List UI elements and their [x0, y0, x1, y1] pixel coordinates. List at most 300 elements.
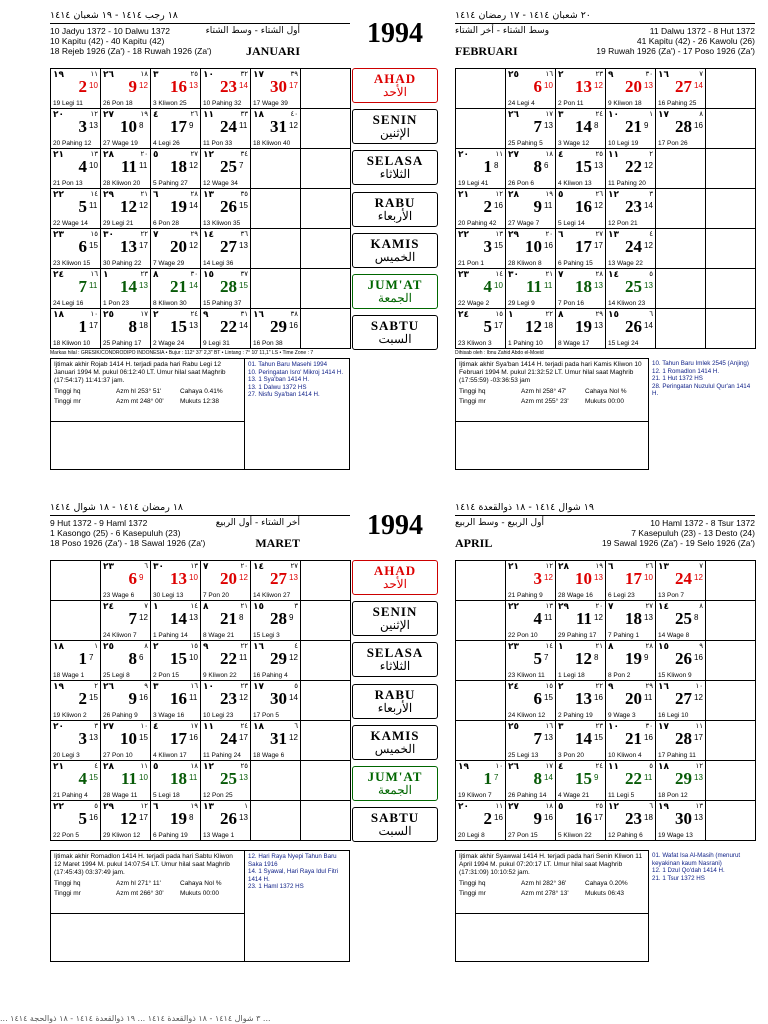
hour-mark: 12 — [139, 613, 148, 622]
holiday-notes — [245, 358, 350, 470]
day-cell — [251, 641, 301, 681]
pasaran-label: 21 Pahing 9 — [508, 592, 543, 599]
hour-mark: 8 — [239, 613, 244, 622]
hour-mark: 16 — [694, 121, 703, 130]
javanese-day: ٢٥ — [190, 70, 198, 78]
day-cell — [51, 109, 101, 149]
gregorian-day: 6 — [78, 237, 87, 256]
month-name: MARET — [255, 536, 300, 550]
pasaran-label: 16 Pon 38 — [253, 340, 283, 347]
weekday-badge-jumat — [352, 766, 438, 801]
javanese-day: ٢٨ — [645, 642, 653, 650]
pasaran-label: 2 Pahing 19 — [558, 712, 593, 719]
javanese-day: ٦ — [649, 310, 653, 318]
hour-mark: 11 — [189, 693, 198, 702]
weekday-badge-ahad — [352, 68, 438, 103]
day-cell — [201, 149, 251, 189]
gregorian-day: 15 — [575, 769, 592, 788]
hijri-day: ١٧ — [658, 110, 669, 120]
javanese-line: 9 Hut 1372 - 9 Haml 1372 — [50, 518, 148, 528]
hijri-day: ٢ — [558, 682, 564, 692]
gregorian-day: 28 — [675, 729, 692, 748]
javanese-day: ١٧ — [190, 722, 198, 730]
day-cell — [201, 561, 251, 601]
pasaran-label: 7 Wage 29 — [153, 260, 185, 267]
hijri-day: ٣ — [558, 110, 564, 120]
pasaran-label: 3 Wage 12 — [558, 140, 590, 147]
hijri-day: ١١ — [203, 722, 214, 732]
divider — [51, 913, 244, 914]
hijri-day: ٢٣ — [103, 562, 114, 572]
day-cell — [656, 721, 706, 761]
pasaran-label: 16 Legi 10 — [658, 712, 689, 719]
hour-mark: 7 — [239, 161, 244, 170]
pasaran-label: 25 Pahing 17 — [103, 340, 142, 347]
pasaran-label: 29 Legi 21 — [103, 220, 134, 227]
hour-mark: 13 — [644, 613, 653, 622]
gregorian-day: 22 — [625, 157, 642, 176]
javanese-day: ٣٢ — [240, 70, 248, 78]
hour-mark: 13 — [89, 733, 98, 742]
javanese-day: ٢٧ — [290, 562, 298, 570]
gregorian-day: 11 — [120, 769, 137, 788]
javanese-day: ٢١ — [240, 602, 248, 610]
javanese-day: ٢١ — [595, 642, 603, 650]
gregorian-day: 24 — [220, 729, 237, 748]
hijri-day: ٢٩ — [558, 602, 569, 612]
pasaran-label: 8 Kliwon 30 — [153, 300, 187, 307]
day-cell — [151, 561, 201, 601]
hijri-day: ٣ — [153, 682, 159, 692]
hour-mark: 7 — [494, 773, 499, 782]
hour-mark: 11 — [644, 773, 653, 782]
hijri-day: ٢١ — [53, 150, 64, 160]
hour-mark: 10 — [544, 81, 553, 90]
weekday-latin: SABTU — [370, 318, 420, 334]
pasaran-label: 19 Wage 13 — [658, 832, 693, 839]
month-name: FEBRUARI — [455, 44, 518, 58]
empty-cell — [706, 69, 756, 109]
obs-extra: Mukuts 00:00 — [585, 398, 625, 405]
hijri-day: ١٥ — [203, 270, 214, 280]
javanese-day: ١٠ — [140, 722, 148, 730]
day-cell — [51, 681, 101, 721]
hijri-range: ٢٠ شعبان ١٤١٤ - ١٧ رمضان ١٤١٤ — [455, 10, 591, 21]
hour-mark: 14 — [544, 773, 553, 782]
hour-mark: 13 — [189, 81, 198, 90]
gregorian-day: 9 — [533, 809, 542, 828]
hour-mark: 13 — [139, 281, 148, 290]
day-cell — [151, 721, 201, 761]
gregorian-day: 14 — [575, 729, 592, 748]
gregorian-day: 5 — [533, 649, 542, 668]
pasaran-label: 22 Wage 14 — [53, 220, 88, 227]
hijri-day: ٩ — [608, 682, 614, 692]
ijtima-box — [455, 850, 649, 962]
javanese-day: ١٧ — [140, 310, 148, 318]
gregorian-day: 7 — [128, 609, 137, 628]
pasaran-label: 6 Pahing 15 — [558, 260, 593, 267]
javanese-day: ١٩ — [190, 802, 198, 810]
pasaran-label: 27 Wage 19 — [103, 140, 138, 147]
holiday-notes — [245, 850, 350, 962]
obs-label: Tinggi hq — [54, 388, 81, 395]
year-title: 1994 — [367, 18, 423, 49]
javanese-day: ١١ — [495, 150, 503, 158]
hour-mark: 15 — [89, 773, 98, 782]
gregorian-day: 16 — [170, 689, 187, 708]
javanese-day: ٣ — [94, 722, 98, 730]
hour-mark: 9 — [189, 121, 194, 130]
javanese-day: ٨ — [699, 110, 703, 118]
gregorian-day: 13 — [120, 237, 137, 256]
hijri-day: ٢٢ — [53, 190, 64, 200]
season-arabic: أول الربيع - وسط الربيع — [455, 518, 544, 528]
gregorian-day: 1 — [78, 649, 87, 668]
pasaran-label: 16 Pahing 4 — [253, 672, 288, 679]
javanese-day: ١٩ — [545, 190, 553, 198]
hour-mark: 14 — [644, 321, 653, 330]
javanese-day: ٢٦ — [190, 110, 198, 118]
pasaran-label: 7 Pon 20 — [203, 592, 230, 599]
gregorian-day: 26 — [625, 317, 642, 336]
day-cell — [51, 309, 101, 349]
hour-mark: 17 — [239, 733, 248, 742]
pasaran-label: 27 Pon 15 — [508, 832, 538, 839]
javanese-line: 18 Rejeb 1926 (Za') - 18 Ruwah 1926 (Za') — [50, 46, 212, 56]
pasaran-label: 24 Kliwon 7 — [103, 632, 137, 639]
hour-mark: 13 — [694, 813, 703, 822]
hijri-day: ١١ — [203, 110, 214, 120]
pasaran-label: 25 Legi 13 — [508, 752, 539, 759]
gregorian-day: 14 — [170, 609, 187, 628]
pasaran-label: 10 Pahing 32 — [203, 100, 242, 107]
ijtima-box — [50, 850, 245, 962]
empty-cell — [301, 561, 351, 601]
sheet-mar-apr — [0, 502, 768, 992]
day-cell — [506, 561, 556, 601]
javanese-day: ٢٧ — [595, 230, 603, 238]
hijri-day: ٩ — [203, 310, 209, 320]
day-cell — [201, 601, 251, 641]
hijri-day: ١ — [508, 310, 514, 320]
pasaran-label: 18 Kliwon 10 — [53, 340, 91, 347]
gregorian-day: 29 — [270, 649, 287, 668]
empty-cell — [706, 309, 756, 349]
hijri-day: ١٧ — [253, 682, 264, 692]
weekday-latin: SABTU — [370, 810, 420, 826]
day-cell — [506, 149, 556, 189]
day-cell — [151, 601, 201, 641]
day-cell — [101, 641, 151, 681]
pasaran-label: 22 Pon 10 — [508, 632, 538, 639]
hijri-day: ٢٧ — [508, 802, 519, 812]
gregorian-day: 3 — [533, 569, 542, 588]
hijri-day: ١١ — [608, 150, 619, 160]
holiday-note: 21. 1 Hut 1372 HS — [652, 375, 703, 382]
hour-mark: 13 — [544, 121, 553, 130]
hour-mark: 17 — [289, 81, 298, 90]
empty-cell — [456, 561, 506, 601]
obs-label: Tinggi mr — [54, 398, 81, 405]
month-name: APRIL — [455, 536, 493, 550]
empty-cell — [301, 69, 351, 109]
obs-extra: Cahaya 0.20% — [585, 880, 628, 887]
empty-cell — [456, 641, 506, 681]
hour-mark: 11 — [644, 693, 653, 702]
day-cell — [456, 189, 506, 229]
day-cell — [251, 309, 301, 349]
javanese-day: ١٣ — [90, 150, 98, 158]
hour-mark: 11 — [544, 613, 553, 622]
pasaran-label: 12 Pon 21 — [608, 220, 638, 227]
javanese-day: ٤ — [294, 642, 298, 650]
hijri-day: ١٦ — [253, 310, 264, 320]
javanese-day: ١٤ — [190, 602, 198, 610]
pasaran-label: 15 Legi 24 — [608, 340, 639, 347]
hour-mark: 10 — [644, 573, 653, 582]
javanese-line: 7 Kasepuluh (23) - 13 Desto (24) — [631, 528, 755, 538]
hour-mark: 17 — [139, 813, 148, 822]
gregorian-day: 24 — [625, 237, 642, 256]
holiday-note: 28. Peringatan Nuzulul Qur'an 1414 H. — [652, 382, 751, 397]
javanese-day: ٤ — [649, 230, 653, 238]
hour-mark: 11 — [89, 281, 98, 290]
pasaran-label: 4 Kliwon 13 — [558, 180, 592, 187]
javanese-day: ١٤ — [545, 642, 553, 650]
pasaran-label: 26 Pon 6 — [508, 180, 535, 187]
hour-mark: 8 — [189, 813, 194, 822]
hijri-day: ١٢ — [608, 190, 619, 200]
empty-cell — [251, 149, 301, 189]
pasaran-label: 14 Kliwon 27 — [253, 592, 291, 599]
hour-mark: 13 — [694, 773, 703, 782]
day-cell — [606, 561, 656, 601]
hijri-day: ٢ — [153, 642, 159, 652]
day-cell — [506, 309, 556, 349]
weekday-latin: JUM'AT — [367, 276, 423, 292]
hijri-day: ١٥ — [608, 310, 619, 320]
day-cell — [556, 149, 606, 189]
gregorian-day: 10 — [120, 729, 137, 748]
javanese-day: ٣٧ — [240, 270, 248, 278]
gregorian-day: 4 — [483, 277, 492, 296]
hijri-day: ٣٠ — [103, 230, 114, 240]
hour-mark: 18 — [644, 813, 653, 822]
obs-label: Tinggi hq — [459, 880, 486, 887]
javanese-line: 18 Poso 1926 (Za') - 18 Sawal 1926 (Za') — [50, 538, 206, 548]
day-cell — [151, 269, 201, 309]
gregorian-day: 25 — [675, 609, 692, 628]
hour-mark: 12 — [594, 613, 603, 622]
javanese-day: ٣ — [294, 602, 298, 610]
hour-mark: 15 — [89, 241, 98, 250]
javanese-day: ٢٤ — [190, 310, 198, 318]
empty-cell — [656, 189, 706, 229]
empty-cell — [301, 269, 351, 309]
hijri-day: ٤ — [558, 150, 564, 160]
gregorian-day: 21 — [625, 117, 642, 136]
pasaran-label: 28 Wage 16 — [558, 592, 593, 599]
javanese-day: ٤ — [94, 762, 98, 770]
javanese-day: ٦ — [294, 722, 298, 730]
hijri-day: ١٨ — [53, 310, 64, 320]
gregorian-day: 18 — [170, 157, 187, 176]
weekday-latin: AHAD — [373, 71, 417, 86]
pasaran-label: 28 Kliwon 20 — [103, 180, 141, 187]
day-cell — [656, 801, 706, 841]
hijri-day: ٢٥ — [508, 70, 519, 80]
empty-cell — [456, 721, 506, 761]
javanese-day: ١٤ — [90, 190, 98, 198]
gregorian-day: 20 — [170, 237, 187, 256]
day-cell — [506, 269, 556, 309]
obs-azimuth: Azm hl 258° 47' — [521, 388, 567, 395]
weekday-badge-senin — [352, 109, 438, 144]
day-cell — [151, 641, 201, 681]
day-cell — [51, 229, 101, 269]
hijri-range: ١٩ شوال ١٤١٤ - ١٨ ذوالقعدة ١٤١٤ — [455, 502, 594, 513]
gregorian-day: 12 — [120, 809, 137, 828]
hour-mark: 15 — [494, 241, 503, 250]
javanese-day: ٢٨ — [190, 190, 198, 198]
weekday-arabic: الجمعة — [378, 290, 412, 305]
pasaran-label: 16 Pahing 25 — [658, 100, 697, 107]
hour-mark: 8 — [594, 653, 599, 662]
day-cell — [201, 801, 251, 841]
javanese-day: ٢٩ — [190, 230, 198, 238]
hijri-day: ٢٠ — [458, 802, 469, 812]
javanese-day: ٢٢ — [240, 642, 248, 650]
javanese-day: ١٨ — [545, 802, 553, 810]
hour-mark: 15 — [239, 201, 248, 210]
javanese-day: ٢٣ — [240, 682, 248, 690]
pasaran-label: 18 Kliwon 40 — [253, 140, 291, 147]
gregorian-day: 1 — [78, 317, 87, 336]
gregorian-day: 19 — [625, 649, 642, 668]
holiday-note: 13. 1 Sya'ban 1414 H. — [248, 376, 310, 383]
pasaran-label: 3 Wage 16 — [153, 712, 185, 719]
gregorian-day: 13 — [170, 569, 187, 588]
pasaran-label: 17 Wage 39 — [253, 100, 288, 107]
gregorian-day: 8 — [533, 769, 542, 788]
empty-cell — [706, 801, 756, 841]
day-cell — [201, 761, 251, 801]
javanese-day: ٢٤ — [595, 762, 603, 770]
hour-mark: 14 — [189, 281, 198, 290]
weekday-arabic: الأحد — [383, 85, 407, 99]
weekday-arabic: السبت — [378, 332, 412, 347]
javanese-day: ٢٠ — [140, 150, 148, 158]
hour-mark: 12 — [189, 241, 198, 250]
obs-azimuth: Azm hl 271° 11' — [116, 880, 161, 887]
javanese-day: ١٢ — [140, 802, 148, 810]
weekday-latin: SELASA — [366, 153, 424, 169]
hijri-day: ٢٨ — [508, 190, 519, 200]
hijri-day: ٢٧ — [103, 722, 114, 732]
gregorian-day: 8 — [533, 157, 542, 176]
holiday-note: 23. 1 Haml 1372 HS — [248, 883, 304, 890]
hour-mark: 13 — [239, 773, 248, 782]
day-cell — [101, 761, 151, 801]
hour-mark: 13 — [239, 241, 248, 250]
day-cell — [556, 189, 606, 229]
gregorian-day: 24 — [675, 569, 692, 588]
hijri-day: ٧ — [558, 270, 564, 280]
empty-cell — [706, 681, 756, 721]
gregorian-day: 16 — [575, 197, 592, 216]
javanese-day: ١ — [649, 110, 653, 118]
day-cell — [506, 641, 556, 681]
hour-mark: 17 — [594, 241, 603, 250]
holiday-note: 12. 1 Romadlon 1414 H. — [652, 367, 720, 375]
day-cell — [201, 69, 251, 109]
day-cell — [101, 681, 151, 721]
observation-table — [54, 388, 241, 405]
hour-mark: 13 — [189, 613, 198, 622]
day-cell — [656, 109, 706, 149]
gregorian-day: 28 — [270, 609, 287, 628]
pasaran-label: 19 Kliwon 7 — [458, 792, 492, 799]
day-cell — [556, 641, 606, 681]
hour-mark: 13 — [644, 81, 653, 90]
pasaran-label: 17 Pahing 11 — [658, 752, 696, 759]
weekday-arabic: الجمعة — [378, 782, 412, 797]
hijri-day: ٢٤ — [53, 270, 64, 280]
pasaran-label: 3 Pon 20 — [558, 752, 585, 759]
gregorian-day: 22 — [220, 649, 237, 668]
day-cell — [101, 189, 151, 229]
hijri-day: ٦ — [153, 190, 159, 200]
gregorian-day: 26 — [220, 197, 237, 216]
pasaran-label: 30 Legi 13 — [153, 592, 184, 599]
obs-extra: Mukuts 06:43 — [585, 890, 625, 897]
javanese-day: ٥ — [649, 270, 653, 278]
javanese-line: 11 Dalwu 1372 - 8 Hut 1372 — [649, 26, 755, 36]
hour-mark: 8 — [494, 161, 499, 170]
javanese-day: ٣ — [649, 190, 653, 198]
empty-cell — [456, 109, 506, 149]
month-header — [455, 23, 755, 66]
hour-mark: 10 — [189, 573, 198, 582]
ijtima-text: Ijtimak akhir Sya'ban 1414 H. terjadi pada hari Kamis Kliwon 10 Februari 1994 M. pukul 21:32:52 LT. Umur hilal saat Maghrib (17:55:59) -03:36:53 jam — [459, 361, 642, 384]
gregorian-day: 22 — [220, 317, 237, 336]
day-cell — [201, 109, 251, 149]
pasaran-label: 17 Pon 5 — [253, 712, 280, 719]
day-cell — [606, 109, 656, 149]
holiday-note: 13. 1 Dalwu 1372 HS — [248, 383, 307, 391]
pasaran-label: 13 Kliwon 35 — [203, 220, 241, 227]
gregorian-day: 30 — [270, 689, 287, 708]
gregorian-day: 16 — [170, 77, 187, 96]
gregorian-day: 10 — [525, 237, 542, 256]
gregorian-day: 19 — [575, 317, 592, 336]
javanese-day: ١٦ — [90, 270, 98, 278]
pasaran-label: 14 Wage 8 — [658, 632, 690, 639]
pasaran-label: 4 Wage 21 — [558, 792, 590, 799]
gregorian-day: 23 — [220, 689, 237, 708]
hijri-day: ٦ — [608, 562, 614, 572]
pasaran-label: 25 Legi 8 — [103, 672, 130, 679]
hijri-day: ١٤ — [658, 602, 669, 612]
javanese-day: ٤٠ — [290, 110, 298, 118]
empty-cell — [706, 721, 756, 761]
day-cell — [506, 801, 556, 841]
pasaran-label: 23 Kliwon 15 — [53, 260, 91, 267]
day-cell — [606, 601, 656, 641]
hour-mark: 12 — [644, 161, 653, 170]
divider — [51, 421, 244, 422]
